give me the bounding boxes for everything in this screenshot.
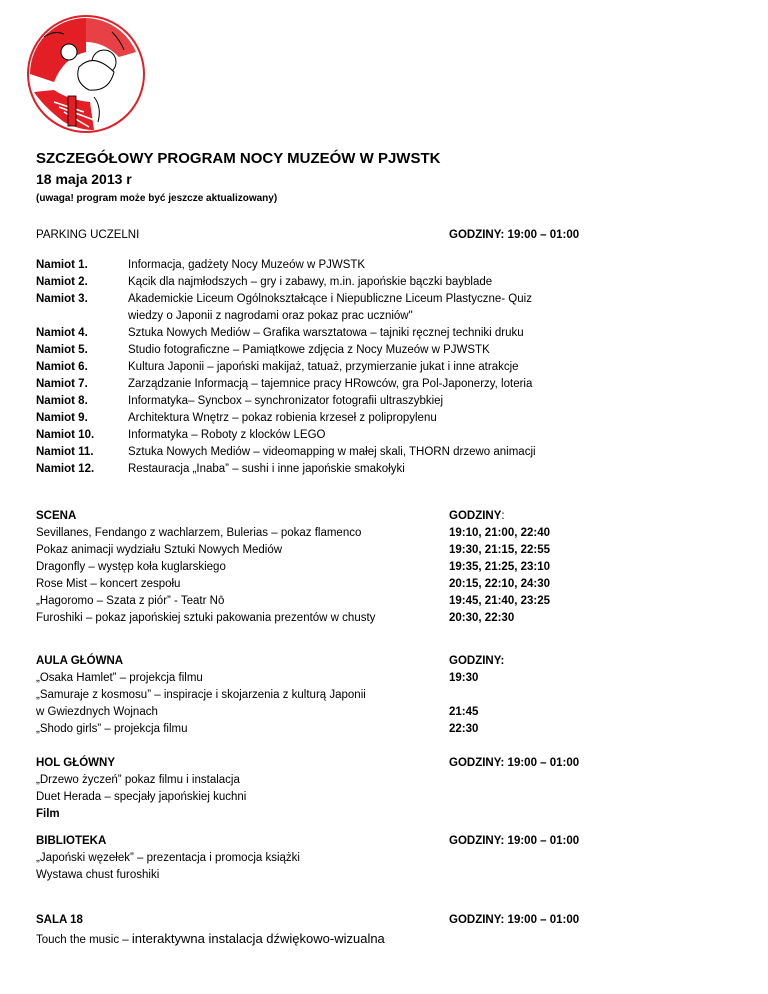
scena-item-hours: 19:45, 21:40, 23:25	[449, 595, 551, 607]
sala18-hours: GODZINY: 19:00 – 01:00	[449, 914, 580, 926]
tent-name: Namiot 10.	[36, 429, 95, 441]
section-heading-biblioteka: BIBLIOTEKA	[36, 835, 107, 847]
night-of-museums-logo	[24, 12, 148, 136]
tent-name: Namiot 1.	[36, 259, 88, 271]
section-heading-sala18: SALA 18	[36, 914, 83, 926]
aula-hours-heading: GODZINY:	[449, 655, 505, 667]
parking-hours: GODZINY: 19:00 – 01:00	[449, 229, 580, 241]
tent-desc: Sztuka Nowych Mediów – videomapping w małej skali, THORN drzewo animacji	[128, 446, 536, 458]
tent-desc: Restauracja „Inaba” – sushi i inne japońskie smakołyki	[128, 463, 405, 475]
hol-item: Duet Herada – specjały japońskiej kuchni	[36, 791, 247, 803]
scena-item-hours: 20:30, 22:30	[449, 612, 515, 624]
aula-item: „Osaka Hamlet” – projekcja filmu	[36, 672, 203, 684]
sala18-item	[36, 931, 385, 946]
tent-name: Namiot 6.	[36, 361, 88, 373]
aula-item: „Samuraje z kosmosu” – inspiracje i skojarzenia z kulturą Japonii	[36, 689, 366, 701]
tent-name: Namiot 12.	[36, 463, 95, 475]
aula-item-hours: 22:30	[449, 723, 479, 735]
tent-desc: Kultura Japonii – japoński makijaż, tatuaż, przymierzanie jukat i inne atrakcje	[128, 361, 519, 373]
scena-item-hours: 19:10, 21:00, 22:40	[449, 527, 551, 539]
tent-name: Namiot 2.	[36, 276, 88, 288]
aula-item-hours: 21:45	[449, 706, 479, 718]
tent-desc: Kącik dla najmłodszych – gry i zabawy, m.in. japońskie bączki bayblade	[128, 276, 493, 288]
scena-item-hours: 20:15, 22:10, 24:30	[449, 578, 551, 590]
biblioteka-hours: GODZINY: 19:00 – 01:00	[449, 835, 580, 847]
aula-item: „Shodo girls” – projekcja filmu	[36, 723, 188, 735]
tent-name: Namiot 7.	[36, 378, 88, 390]
biblioteka-item: „Japoński węzełek” – prezentacja i promocja książki	[36, 852, 300, 864]
scena-item-hours: 19:30, 21:15, 22:55	[449, 544, 551, 556]
aula-item-hours: 19:30	[449, 672, 479, 684]
tent-desc: Studio fotograficzne – Pamiątkowe zdjęcia z Nocy Muzeów w PJWSTK	[128, 344, 490, 356]
tent-desc: Sztuka Nowych Mediów – Grafika warsztatowa – tajniki ręcznej techniki druku	[128, 327, 524, 339]
scena-hours-colon: :	[501, 510, 505, 522]
sala18-item-title: Touch the music –	[36, 934, 132, 946]
scena-item-hours: 19:35, 21:25, 23:10	[449, 561, 551, 573]
tent-name: Namiot 8.	[36, 395, 88, 407]
tent-desc: Informatyka – Roboty z klocków LEGO	[128, 429, 326, 441]
update-note: (uwaga! program może być jeszcze aktualizowany)	[36, 193, 278, 204]
scena-item: Sevillanes, Fendango z wachlarzem, Bulerias – pokaz flamenco	[36, 527, 362, 539]
biblioteka-item: Wystawa chust furoshiki	[36, 869, 160, 881]
tent-name: Namiot 11.	[36, 446, 94, 458]
section-heading-scena: SCENA	[36, 510, 77, 522]
sala18-item-desc: interaktywna instalacja dźwiękowo-wizualna	[131, 931, 385, 946]
scena-item: Rose Mist – koncert zespołu	[36, 578, 181, 590]
scena-item: Furoshiki – pokaz japońskiej sztuki pakowania prezentów w chusty	[36, 612, 376, 624]
section-heading-hol: HOL GŁÓWNY	[36, 757, 116, 769]
scena-item: Dragonfly – występ koła kuglarskiego	[36, 561, 226, 573]
tent-name: Namiot 4.	[36, 327, 88, 339]
section-heading-aula: AULA GŁÓWNA	[36, 655, 124, 667]
tent-name: Namiot 3.	[36, 293, 88, 305]
section-heading-parking: PARKING UCZELNI	[36, 229, 140, 241]
tent-desc-continued: wiedzy o Japonii z nagrodami oraz pokaz prac uczniów"	[128, 310, 413, 322]
tent-name: Namiot 5.	[36, 344, 88, 356]
aula-item: w Gwiezdnych Wojnach	[36, 706, 158, 718]
tent-desc: Akademickie Liceum Ogólnokształcące i Niepubliczne Liceum Plastyczne- Quiz	[128, 293, 532, 305]
tent-name: Namiot 9.	[36, 412, 88, 424]
scena-hours-heading	[449, 510, 505, 522]
scena-item: Pokaz animacji wydziału Sztuki Nowych Mediów	[36, 544, 283, 556]
hol-item-film: Film	[36, 808, 60, 820]
hol-item: „Drzewo życzeń” pokaz filmu i instalacja	[36, 774, 240, 786]
scena-item: „Hagoromo – Szata z piór” - Teatr Nō	[36, 595, 225, 607]
tent-desc: Zarządzanie Informacją – tajemnice pracy HRowców, gra Pol-Japonerzy, loteria	[128, 378, 533, 390]
hol-hours: GODZINY: 19:00 – 01:00	[449, 757, 580, 769]
tent-desc: Informatyka– Syncbox – synchronizator fotografii ultraszybkiej	[128, 395, 444, 407]
event-date: 18 maja 2013 r	[36, 171, 132, 187]
tent-desc: Architektura Wnętrz – pokaz robienia krzeseł z polipropylenu	[128, 412, 437, 424]
tent-desc: Informacja, gadżety Nocy Muzeów w PJWSTK	[128, 259, 366, 271]
scena-hours-label: GODZINY	[449, 510, 502, 522]
page-title: SZCZEGÓŁOWY PROGRAM NOCY MUZEÓW W PJWSTK	[36, 150, 441, 167]
